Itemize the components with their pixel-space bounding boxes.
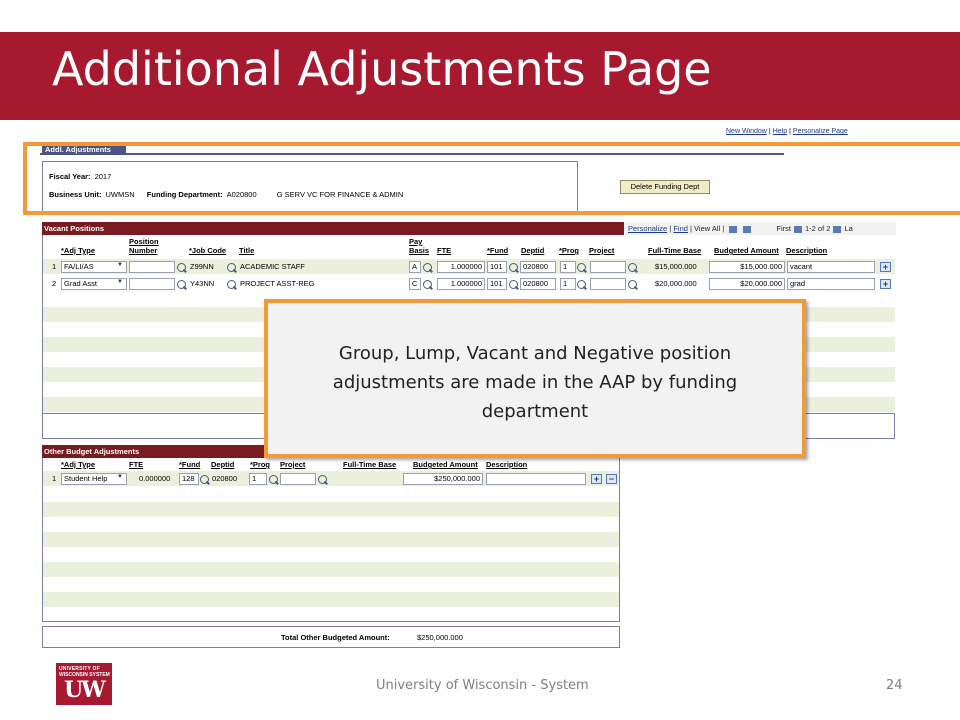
lookup-icon[interactable] bbox=[177, 280, 186, 289]
title-value: ACADEMIC STAFF bbox=[240, 262, 305, 271]
lookup-icon[interactable] bbox=[577, 280, 586, 289]
lookup-icon[interactable] bbox=[509, 263, 518, 272]
budgeted-amount-input[interactable]: $250,000.000 bbox=[403, 473, 483, 485]
col-position-number[interactable]: Position Number bbox=[129, 237, 159, 255]
total-other-budgeted-box bbox=[42, 626, 620, 648]
lookup-icon[interactable] bbox=[577, 263, 586, 272]
col-adj-type[interactable]: *Adj Type bbox=[61, 246, 96, 255]
top-links: New Window | Help | Personalize Page bbox=[726, 128, 848, 135]
row-number: 1 bbox=[52, 474, 57, 483]
project-input[interactable] bbox=[280, 473, 316, 485]
full-time-base-value: $20,000.000 bbox=[655, 279, 697, 288]
deptid-input[interactable]: 020800 bbox=[520, 261, 556, 273]
description-input[interactable]: vacant bbox=[787, 261, 875, 273]
budgeted-amount-input[interactable]: $20,000.000 bbox=[709, 278, 785, 290]
slide-title: Additional Adjustments Page bbox=[52, 42, 712, 96]
table-row bbox=[43, 532, 619, 547]
delete-funding-dept-button[interactable]: Delete Funding Dept bbox=[620, 180, 710, 194]
full-time-base-value: $15,000.000 bbox=[655, 262, 697, 271]
table-row bbox=[43, 502, 619, 517]
description-input[interactable]: grad bbox=[787, 278, 875, 290]
fte-input[interactable]: 1.000000 bbox=[437, 261, 485, 273]
col-fund[interactable]: *Fund bbox=[179, 460, 201, 469]
business-unit-label: Business Unit: bbox=[49, 190, 102, 199]
download-icon[interactable] bbox=[729, 226, 737, 233]
logo-line2: WISCONSIN SYSTEM bbox=[59, 672, 110, 678]
position-number-input[interactable] bbox=[129, 261, 175, 273]
funding-dept-value: A020800 bbox=[226, 190, 257, 199]
col-budgeted-amount[interactable]: Budgeted Amount bbox=[413, 460, 478, 469]
adj-type-select[interactable]: Student Help bbox=[61, 473, 127, 485]
col-description[interactable]: Description bbox=[786, 246, 828, 255]
col-fund[interactable]: *Fund bbox=[487, 246, 509, 255]
personalize-link[interactable]: Personalize bbox=[628, 224, 668, 233]
help-link[interactable]: Help bbox=[772, 128, 788, 135]
fte-value: 0.000000 bbox=[139, 474, 171, 483]
row-number: 2 bbox=[52, 279, 57, 288]
view-all-link[interactable]: View All bbox=[694, 224, 721, 233]
col-fte[interactable]: FTE bbox=[437, 246, 452, 255]
table-row bbox=[43, 592, 619, 607]
adj-type-select[interactable]: FA/LI/AS bbox=[61, 261, 127, 273]
col-project[interactable]: Project bbox=[589, 246, 615, 255]
delete-row-icon[interactable]: − bbox=[606, 474, 617, 484]
pay-basis-input[interactable]: A bbox=[409, 261, 421, 273]
personalize-page-link[interactable]: Personalize Page bbox=[792, 128, 848, 135]
deptid-input[interactable]: 020800 bbox=[520, 278, 556, 290]
col-title[interactable]: Title bbox=[239, 246, 255, 255]
lookup-icon[interactable] bbox=[628, 280, 637, 289]
job-code-value: Y43NN bbox=[190, 279, 215, 288]
col-full-time-base[interactable]: Full-Time Base bbox=[343, 460, 397, 469]
prev-arrow-icon[interactable] bbox=[794, 226, 802, 233]
footer-text: University of Wisconsin - System bbox=[376, 678, 589, 693]
lookup-icon[interactable] bbox=[628, 263, 637, 272]
col-full-time-base[interactable]: Full-Time Base bbox=[648, 246, 702, 255]
funding-dept-label: Funding Department: bbox=[146, 190, 223, 199]
fund-input[interactable]: 128 bbox=[179, 473, 199, 485]
logo-line1: UNIVERSITY OF bbox=[59, 666, 100, 672]
tab-addl-adjustments[interactable]: Addl. Adjustments bbox=[42, 144, 126, 155]
title-value: PROJECT ASST-REG bbox=[240, 279, 315, 288]
col-fte[interactable]: FTE bbox=[129, 460, 144, 469]
new-window-link[interactable]: New Window bbox=[726, 128, 767, 135]
description-input[interactable] bbox=[486, 473, 586, 485]
prog-input[interactable]: 1 bbox=[560, 278, 576, 290]
zoom-grid-icon[interactable] bbox=[743, 226, 751, 233]
col-description[interactable]: Description bbox=[486, 460, 528, 469]
callout-box bbox=[264, 299, 806, 458]
lookup-icon[interactable] bbox=[227, 280, 236, 289]
first-label[interactable]: First bbox=[776, 224, 791, 233]
lookup-icon[interactable] bbox=[269, 475, 278, 484]
project-input[interactable] bbox=[590, 278, 626, 290]
chevron-down-icon[interactable]: ▼ bbox=[117, 474, 123, 480]
fte-input[interactable]: 1.000000 bbox=[437, 278, 485, 290]
col-adj-type[interactable]: *Adj Type bbox=[61, 460, 96, 469]
find-link[interactable]: Find bbox=[673, 224, 688, 233]
vacant-positions-header: Vacant Positions bbox=[42, 222, 624, 235]
row-number: 1 bbox=[52, 262, 57, 271]
add-row-icon[interactable]: + bbox=[880, 279, 891, 289]
grid-navigation: Personalize | Find | View All | First 1-2 of 2 La bbox=[624, 222, 896, 235]
fund-input[interactable]: 101 bbox=[487, 261, 507, 273]
prog-input[interactable]: 1 bbox=[249, 473, 267, 485]
add-row-icon[interactable]: + bbox=[591, 474, 602, 484]
deptid-value: 020800 bbox=[212, 474, 238, 483]
pay-basis-input[interactable]: C bbox=[409, 278, 421, 290]
lookup-icon[interactable] bbox=[509, 280, 518, 289]
page-number: 24 bbox=[886, 678, 903, 693]
add-row-icon[interactable]: + bbox=[880, 262, 891, 272]
chevron-down-icon[interactable]: ▼ bbox=[117, 279, 123, 285]
position-number-input[interactable] bbox=[129, 278, 175, 290]
col-prog[interactable]: *Prog bbox=[559, 246, 580, 255]
budgeted-amount-input[interactable]: $15,000.000 bbox=[709, 261, 785, 273]
fund-input[interactable]: 101 bbox=[487, 278, 507, 290]
highlight-frame bbox=[23, 142, 960, 215]
col-deptid[interactable]: Deptid bbox=[211, 460, 235, 469]
project-input[interactable] bbox=[590, 261, 626, 273]
other-budget-adjustments-header: Other Budget Adjustments bbox=[42, 445, 620, 458]
adj-type-select[interactable]: Grad Asst bbox=[61, 278, 127, 290]
total-value: $250,000.000 bbox=[417, 633, 463, 642]
chevron-down-icon[interactable]: ▼ bbox=[117, 262, 123, 268]
fiscal-year-value: 2017 bbox=[94, 172, 112, 181]
total-label: Total Other Budgeted Amount: bbox=[281, 633, 390, 642]
funding-dept-description: G SERV VC FOR FINANCE & ADMIN bbox=[276, 190, 404, 199]
fiscal-year-label: Fiscal Year: bbox=[49, 172, 91, 181]
callout-text: Group, Lump, Vacant and Negative position adjustments are made in the AAP by funding department bbox=[332, 343, 738, 422]
col-job-code[interactable]: *Job Code bbox=[189, 246, 227, 255]
col-deptid[interactable]: Deptid bbox=[521, 246, 545, 255]
col-project[interactable]: Project bbox=[280, 460, 306, 469]
lookup-icon[interactable] bbox=[200, 475, 209, 484]
row-range: 1-2 of 2 bbox=[805, 224, 831, 233]
lookup-icon[interactable] bbox=[318, 475, 327, 484]
lookup-icon[interactable] bbox=[177, 263, 186, 272]
lookup-icon[interactable] bbox=[423, 263, 432, 272]
job-code-value: Z99NN bbox=[190, 262, 214, 271]
lookup-icon[interactable] bbox=[423, 280, 432, 289]
table-row bbox=[43, 562, 619, 577]
uw-system-logo bbox=[56, 663, 112, 705]
col-budgeted-amount[interactable]: Budgeted Amount bbox=[714, 246, 779, 255]
lookup-icon[interactable] bbox=[227, 263, 236, 272]
logo-mark: UW bbox=[64, 677, 104, 703]
col-pay-basis[interactable]: Pay Basis bbox=[409, 237, 430, 255]
col-prog[interactable]: *Prog bbox=[250, 460, 271, 469]
prog-input[interactable]: 1 bbox=[560, 261, 576, 273]
last-label[interactable]: La bbox=[844, 224, 853, 233]
next-arrow-icon[interactable] bbox=[833, 226, 841, 233]
title-bar bbox=[0, 32, 960, 120]
other-budget-grid bbox=[42, 458, 620, 622]
business-unit-value: UWMSN bbox=[105, 190, 135, 199]
